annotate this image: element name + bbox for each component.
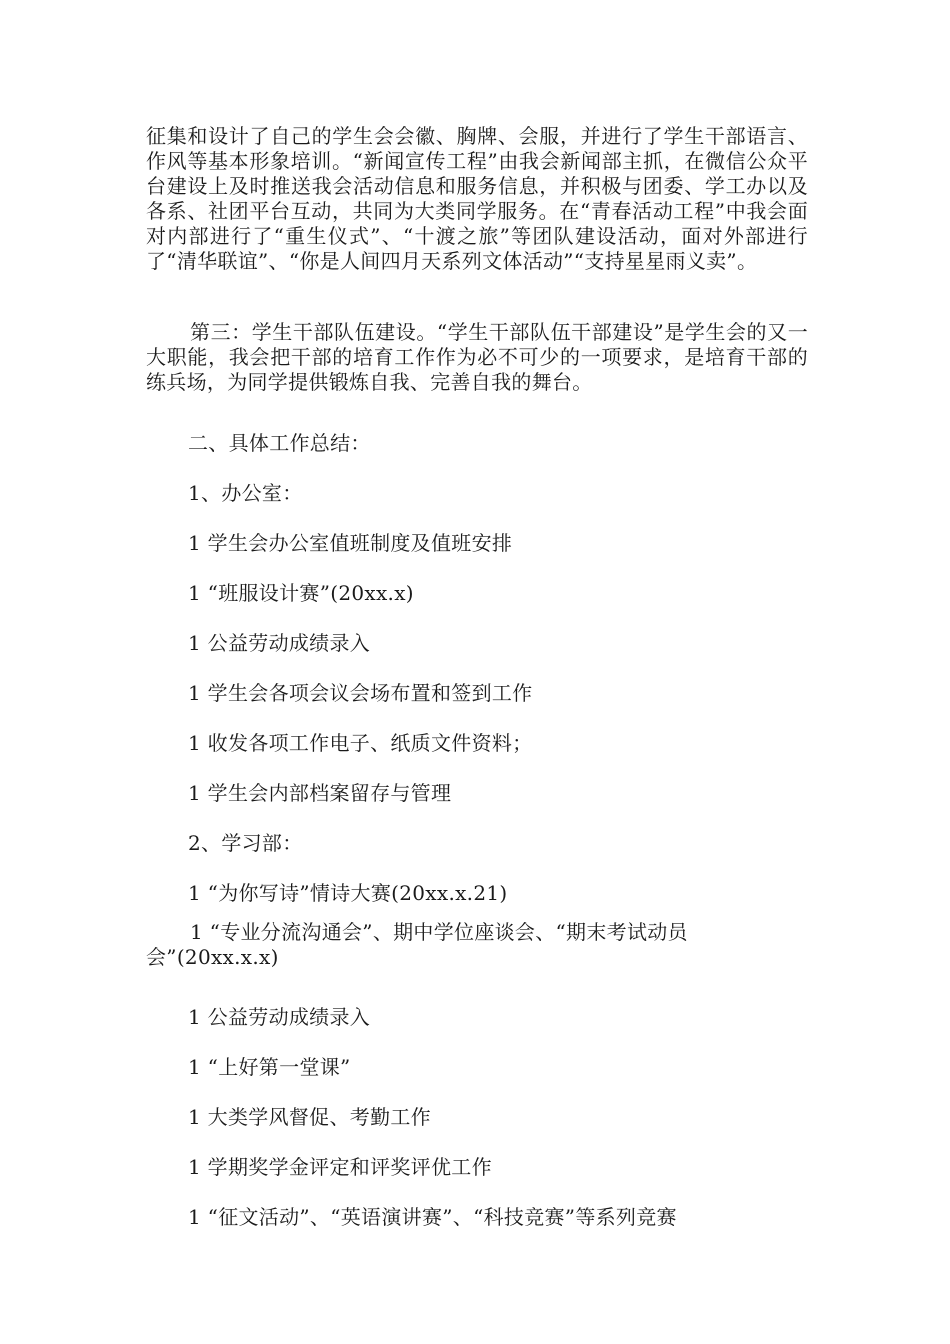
list-item: 1 “为你写诗”情诗大赛(20xx.x.21) (188, 881, 508, 905)
paragraph-cadre-building: 第三：学生干部队伍建设。“学生干部队伍干部建设”是学生会的又一大职能，我会把干部的培育工作作为必不可少的一项要求，是培育干部的练兵场，为同学提供锻炼自我、完善自我的舞台。 (146, 320, 808, 394)
list-item: 1 公益劳动成绩录入 (188, 1005, 371, 1029)
list-item: 1 公益劳动成绩录入 (188, 631, 371, 655)
list-item: 1 学期奖学金评定和评奖评优工作 (188, 1155, 492, 1179)
paragraph-activities: 征集和设计了自己的学生会会徽、胸牌、会服，并进行了学生干部语言、作风等基本形象培训。“新闻宣传工程”由我会新闻部主抓，在微信公众平台建设上及时推送我会活动信息和服务信息，并积极与团委、学工办以及各系、社团平台互动，共同为大类同学服务。在“青春活动工程”中我会面对内部进行了“重生仪式”、“十渡之旅”等团队建设活动，面对外部进行了“清华联谊”、“你是人间四月天系列文体活动”“支持星星雨义卖”。 (146, 124, 808, 273)
section-heading: 二、具体工作总结： (188, 431, 371, 455)
list-item: 1 学生会内部档案留存与管理 (188, 781, 452, 805)
list-item: 1 大类学风督促、考勤工作 (188, 1105, 431, 1129)
list-item: 1 收发各项工作电子、纸质文件资料； (188, 731, 533, 755)
list-item: 1 学生会各项会议会场布置和签到工作 (188, 681, 533, 705)
list-item: 1 学生会办公室值班制度及值班安排 (188, 531, 513, 555)
list-item: 1 “征文活动”、“英语演讲赛”、“科技竞赛”等系列竞赛 (188, 1205, 677, 1229)
list-item: 1 “上好第一堂课” (188, 1055, 351, 1079)
study-heading: 2、学习部： (188, 831, 303, 855)
office-heading: 1、办公室： (188, 481, 303, 505)
list-item: 1 “专业分流沟通会”、期中学位座谈会、“期末考试动员会”(20xx.x.x) (146, 920, 688, 969)
list-item: 1 “班服设计赛”(20xx.x) (188, 581, 414, 605)
